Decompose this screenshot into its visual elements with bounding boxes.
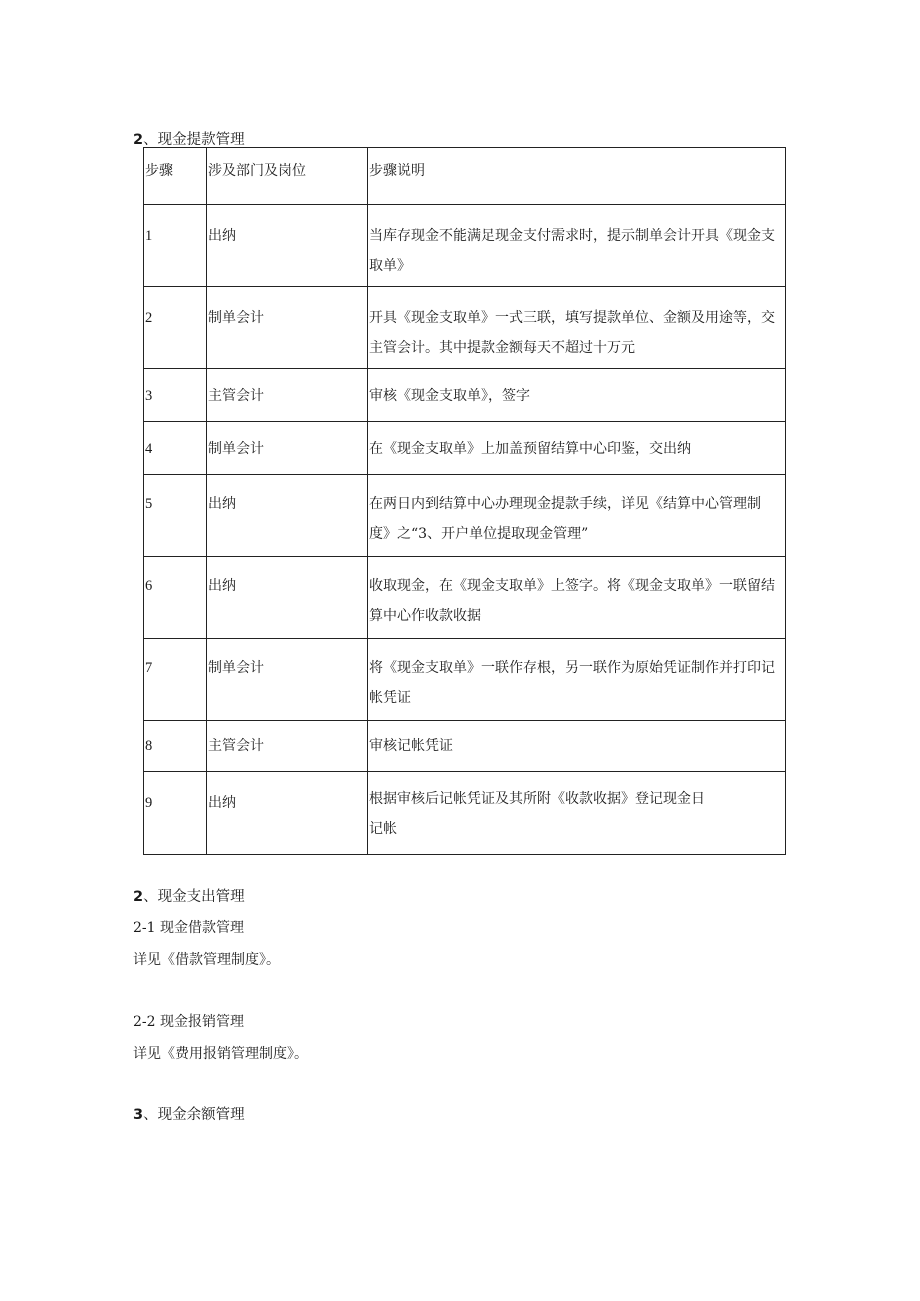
step-description: 在两日内到结算中心办理现金提款手续，详见《结算中心管理制度》之“3、开户单位提取现金管理” xyxy=(369,496,761,542)
step-description: 收取现金，在《现金支取单》上签字。将《现金支取单》一联留结算中心作收款收据 xyxy=(369,578,775,624)
table-row xyxy=(144,205,786,287)
step-number: 4 xyxy=(145,441,153,457)
table-row xyxy=(144,475,786,557)
step-description: 当库存现金不能满足现金支付需求时，提示制单会计开具《现金支取单》 xyxy=(369,228,775,274)
department: 制单会计 xyxy=(208,660,264,676)
step-description-line-2: 记帐 xyxy=(369,821,397,837)
step-number: 1 xyxy=(145,228,153,244)
subsection-text-loan: 详见《借款管理制度》。 xyxy=(133,952,280,968)
department: 制单会计 xyxy=(208,441,264,457)
step-description: 开具《现金支取单》一式三联，填写提款单位、金额及用途等，交主管会计。其中提款金额每天不超过十万元 xyxy=(369,310,775,356)
section-heading-cash-expenditure xyxy=(133,885,245,906)
section-title: 、现金余额管理 xyxy=(143,1107,245,1123)
header-description: 步骤说明 xyxy=(369,163,425,179)
step-number: 7 xyxy=(145,660,153,676)
department: 出纳 xyxy=(208,496,236,512)
department: 出纳 xyxy=(208,578,236,594)
table-row xyxy=(144,772,786,855)
table-header-row xyxy=(144,148,786,205)
step-description-line-1: 根据审核后记帐凭证及其所附《收款收据》登记现金日 xyxy=(369,791,705,807)
department: 出纳 xyxy=(208,795,236,811)
step-description: 在《现金支取单》上加盖预留结算中心印鉴，交出纳 xyxy=(369,441,691,457)
table-row xyxy=(144,369,786,422)
step-number: 8 xyxy=(145,738,153,754)
subsection-text-reimbursement: 详见《费用报销管理制度》。 xyxy=(133,1046,308,1062)
table-row xyxy=(144,721,786,772)
section-heading-cash-withdrawal xyxy=(133,128,245,149)
section-number: 3 xyxy=(133,1107,144,1123)
table-row xyxy=(144,422,786,475)
step-description: 将《现金支取单》一联作存根，另一联作为原始凭证制作并打印记帐凭证 xyxy=(369,660,775,706)
section-number: 2 xyxy=(133,132,144,148)
section-number: 2 xyxy=(133,889,144,905)
header-department: 涉及部门及岗位 xyxy=(208,163,306,179)
table-row xyxy=(144,557,786,639)
section-title: 、现金支出管理 xyxy=(143,889,245,905)
step-number: 2 xyxy=(145,310,153,326)
step-number: 9 xyxy=(145,795,153,811)
step-description xyxy=(368,772,785,844)
header-step: 步骤 xyxy=(145,163,173,179)
section-heading-cash-balance xyxy=(133,1103,245,1124)
subsection-title-reimbursement: 2-2 现金报销管理 xyxy=(133,1014,244,1030)
department: 制单会计 xyxy=(208,310,264,326)
department: 出纳 xyxy=(208,228,236,244)
table-row xyxy=(144,639,786,721)
subsection-title-loan: 2-1 现金借款管理 xyxy=(133,920,244,936)
procedure-table xyxy=(143,147,786,855)
section-title: 、现金提款管理 xyxy=(143,132,245,148)
step-number: 3 xyxy=(145,388,153,404)
step-number: 5 xyxy=(145,496,153,512)
step-description: 审核《现金支取单》，签字 xyxy=(369,388,530,404)
step-description: 审核记帐凭证 xyxy=(369,738,453,754)
step-number: 6 xyxy=(145,578,153,594)
department: 主管会计 xyxy=(208,388,264,404)
table-row xyxy=(144,287,786,369)
department: 主管会计 xyxy=(208,738,264,754)
